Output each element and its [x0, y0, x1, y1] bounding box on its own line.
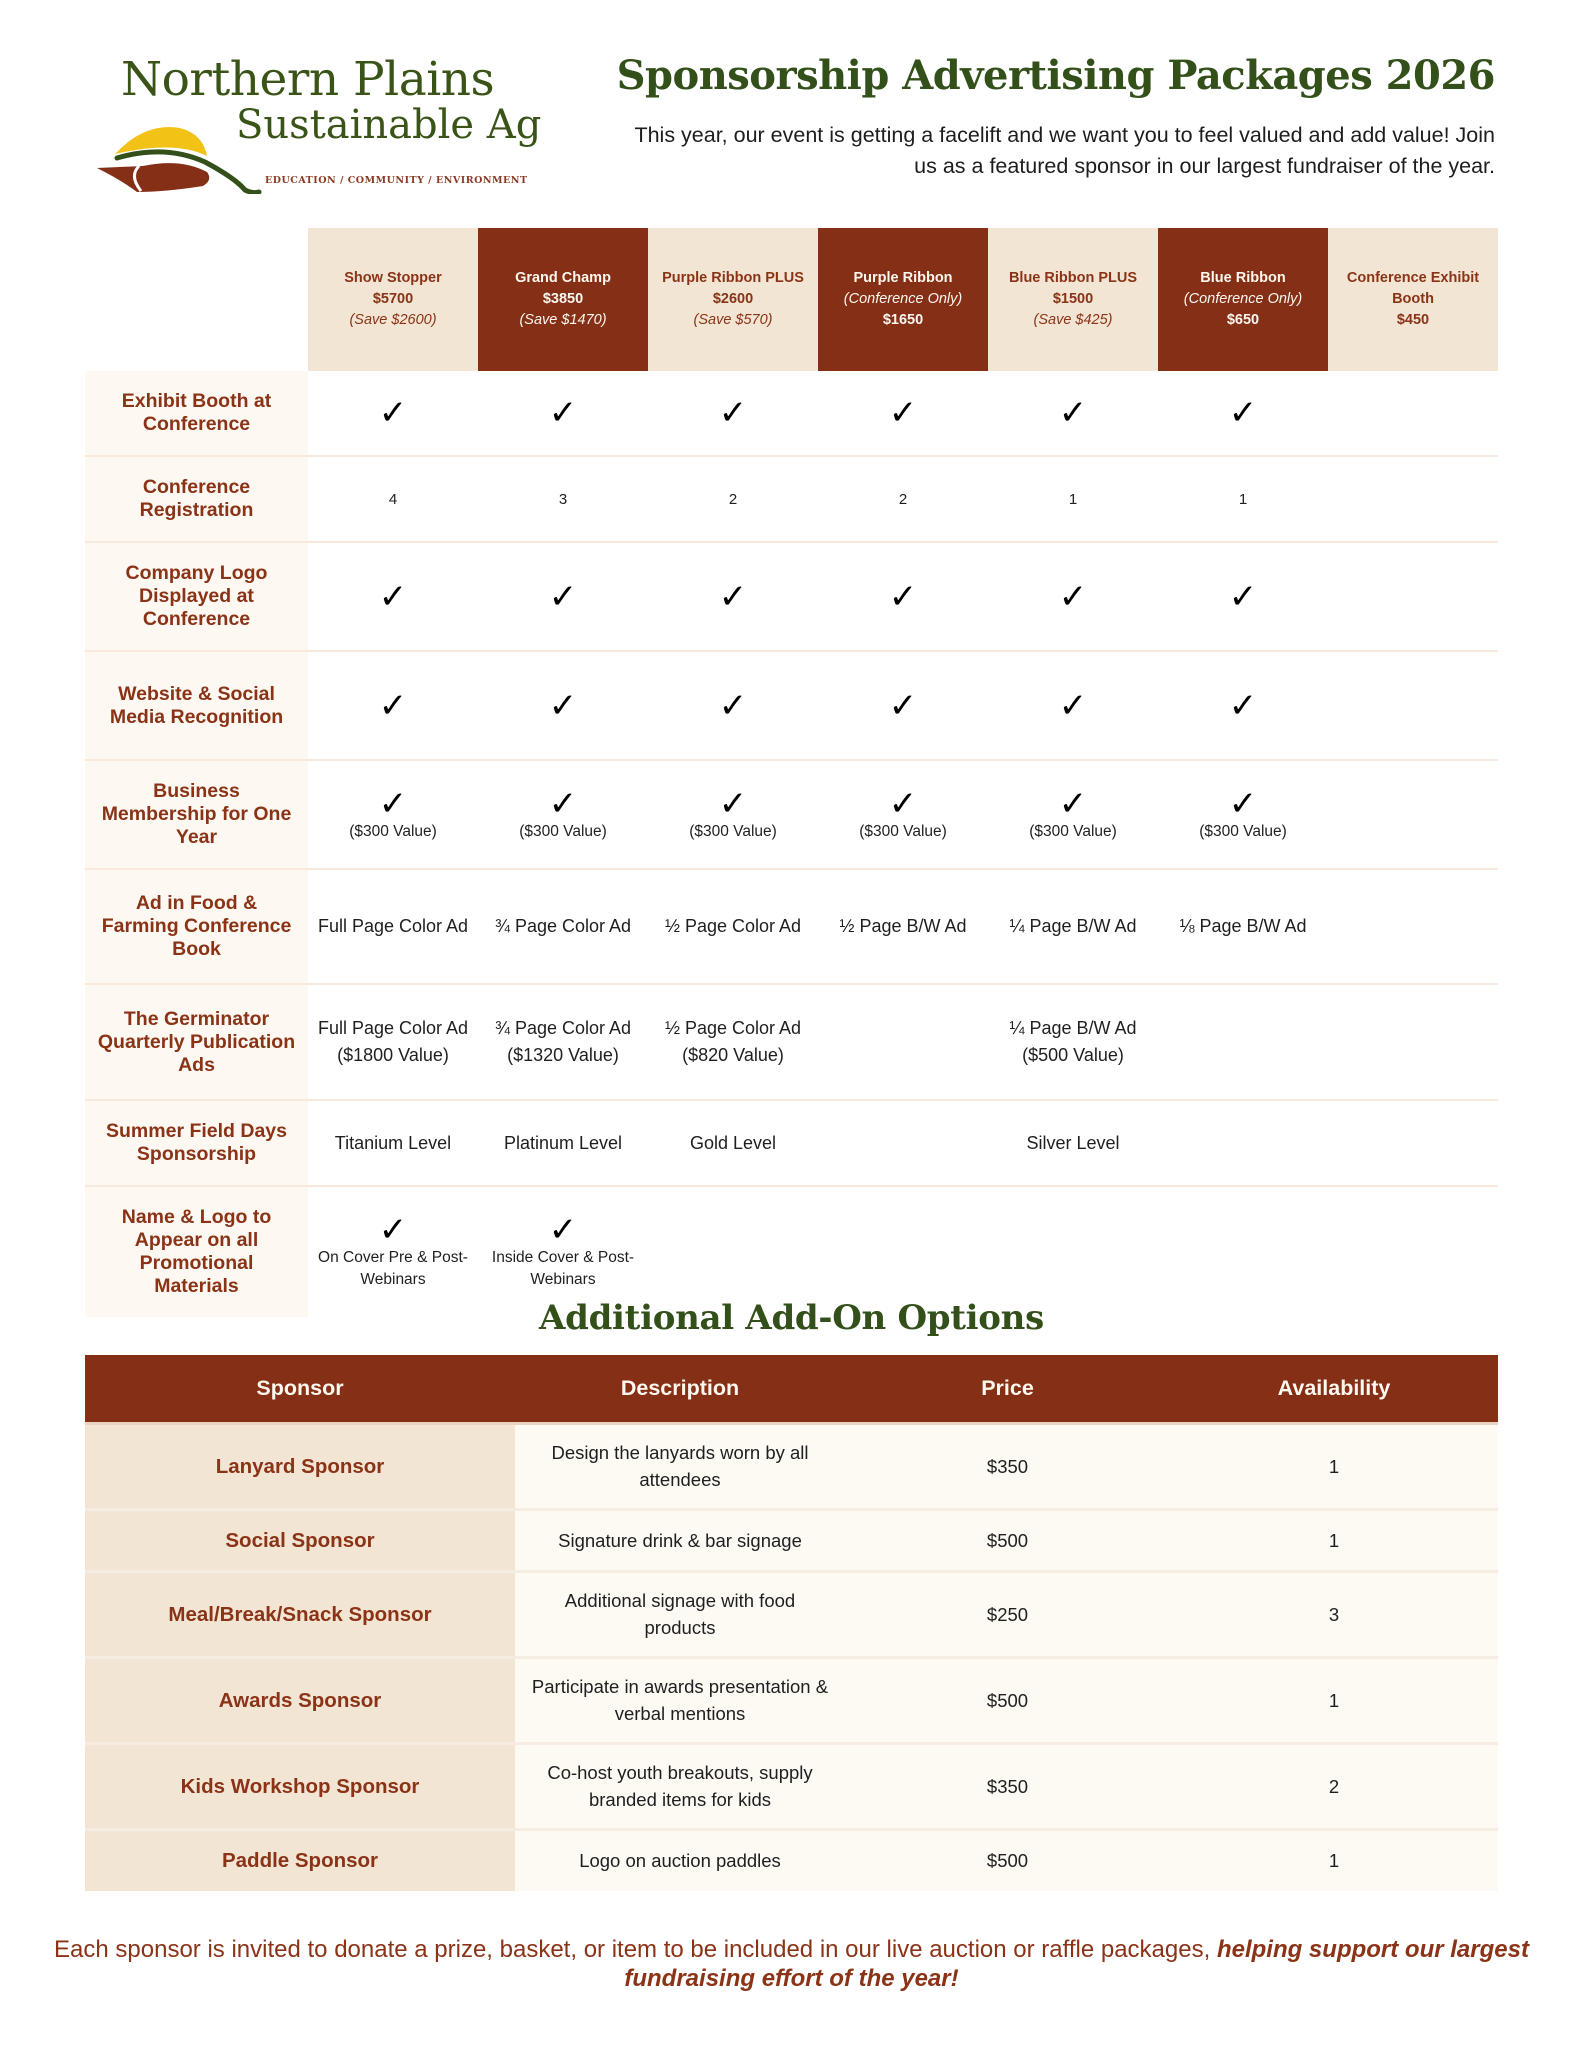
addon-price-text: $500: [986, 1689, 1029, 1711]
benefit-cell: [1328, 985, 1498, 1099]
benefit-cell: [1158, 985, 1328, 1099]
addon-sponsor: [85, 1509, 515, 1571]
addon-price: [845, 1743, 1170, 1829]
leaf-sun-logo-icon: [95, 114, 265, 194]
addon-description-text: Additional signage with food products: [564, 1590, 796, 1638]
logo-tagline: EDUCATION / COMMUNITY / ENVIRONMENT: [265, 175, 528, 186]
benefit-cell: [1158, 652, 1328, 759]
addon-sponsor-text: Awards Sponsor: [218, 1688, 382, 1712]
checkmark-icon: ✓: [1228, 393, 1258, 433]
addon-description-text: Design the lanyards worn by all attendees: [551, 1442, 809, 1490]
checkmark-icon: ✓: [718, 783, 748, 824]
checkmark-icon: ✓: [1228, 576, 1258, 617]
benefit-cell: [818, 1101, 988, 1185]
package-price: $650: [1226, 312, 1260, 328]
benefit-cell: [988, 371, 1158, 455]
package-savings: (Save $2600): [349, 312, 437, 328]
footer-note: [0, 1935, 1583, 1993]
addon-row: [85, 1657, 1498, 1743]
benefit-cell: [648, 985, 818, 1099]
checkmark-icon: ✓: [378, 1210, 408, 1250]
benefit-cell: [648, 543, 818, 650]
benefit-detail: ($300 Value): [859, 822, 947, 840]
benefit-cell: [818, 761, 988, 868]
benefit-value: ½ Page Color Ad: [664, 916, 802, 936]
package-price: $5700: [372, 291, 414, 307]
benefit-label: Name & Logo to Appear on all Promotional Materials: [85, 1187, 308, 1317]
benefit-value: 1: [1068, 490, 1078, 508]
benefit-value: 1: [1238, 490, 1248, 508]
checkmark-icon: ✓: [548, 783, 578, 824]
benefit-cell: [1328, 457, 1498, 541]
benefit-row: [85, 457, 1498, 543]
checkmark-icon: ✓: [378, 576, 408, 617]
benefit-cell: [478, 1101, 648, 1185]
benefit-value: 2: [898, 490, 908, 508]
package-price: $1650: [882, 312, 924, 328]
addon-description: [515, 1657, 845, 1743]
benefit-value: ¾ Page Color Ad ($1320 Value): [494, 1018, 632, 1065]
checkmark-icon: ✓: [378, 685, 408, 726]
addon-description: [515, 1829, 845, 1891]
benefit-label: Summer Field Days Sponsorship: [85, 1101, 308, 1185]
benefit-cell: [988, 761, 1158, 868]
addon-price: [845, 1829, 1170, 1891]
addon-sponsor-text: Lanyard Sponsor: [215, 1454, 385, 1478]
benefit-cell: [478, 985, 648, 1099]
benefit-cell: [478, 652, 648, 759]
benefit-row: [85, 543, 1498, 652]
checkmark-icon: ✓: [888, 685, 918, 726]
benefit-cell: [308, 870, 478, 983]
benefit-value: ¼ Page B/W Ad ($500 Value): [1009, 1018, 1137, 1065]
checkmark-icon: ✓: [548, 393, 578, 433]
addon-availability: [1170, 1743, 1498, 1829]
addon-price-text: $350: [986, 1775, 1029, 1797]
benefit-value: ½ Page Color Ad ($820 Value): [664, 1018, 802, 1065]
benefit-value: 2: [728, 490, 738, 508]
addon-availability: [1170, 1509, 1498, 1571]
benefit-cell: [478, 870, 648, 983]
benefit-cell: [1158, 543, 1328, 650]
package-name: Purple Ribbon PLUS: [662, 270, 804, 286]
addon-availability-text: 1: [1328, 1529, 1340, 1551]
addon-sponsor-text: Meal/Break/Snack Sponsor: [168, 1602, 432, 1626]
benefit-detail: ($300 Value): [519, 822, 607, 840]
addon-row: [85, 1743, 1498, 1829]
benefit-value: 3: [558, 490, 568, 508]
package-price: $450: [1396, 312, 1430, 328]
addon-availability-text: 1: [1328, 1455, 1340, 1477]
benefit-cell: [1328, 1101, 1498, 1185]
package-savings: (Save $570): [693, 312, 773, 328]
benefit-cell: [1158, 457, 1328, 541]
benefit-value: Full Page Color Ad: [317, 916, 469, 936]
leaf-shape: [97, 163, 209, 192]
benefit-cell: [988, 652, 1158, 759]
footer-note-emphasis: helping support our largest fundraising effort of the year!: [624, 1936, 1529, 1992]
checkmark-icon: ✓: [1058, 576, 1088, 617]
benefit-cell: [818, 543, 988, 650]
addon-availability-text: 3: [1328, 1603, 1340, 1625]
page-title: Sponsorship Advertising Packages 2026: [616, 52, 1495, 99]
addon-sponsor-text: Social Sponsor: [225, 1528, 375, 1552]
addon-availability-text: 1: [1328, 1689, 1340, 1711]
benefit-value: Silver Level: [1026, 1132, 1120, 1153]
addons-header-row: [85, 1355, 1498, 1423]
addon-price-text: $500: [986, 1529, 1029, 1551]
header-corner: [85, 228, 308, 371]
benefit-label: Conference Registration: [85, 457, 308, 541]
benefit-detail: Inside Cover & Post-Webinars: [491, 1249, 635, 1288]
footer-note-text: Each sponsor is invited to donate a prize, basket, or item to be included in our live auction or raffle packages,: [54, 1936, 1211, 1963]
package-header: [478, 228, 648, 371]
addon-availability: [1170, 1423, 1498, 1509]
addons-table: [85, 1355, 1498, 1891]
checkmark-icon: ✓: [548, 576, 578, 617]
benefit-cell: [478, 371, 648, 455]
benefit-cell: [648, 1101, 818, 1185]
addon-row: [85, 1829, 1498, 1891]
addon-row: [85, 1509, 1498, 1571]
benefit-cell: [648, 457, 818, 541]
addon-description: [515, 1509, 845, 1571]
benefit-cell: [818, 985, 988, 1099]
addon-sponsor-text: Paddle Sponsor: [221, 1849, 379, 1873]
package-header: [648, 228, 818, 371]
addon-availability: [1170, 1571, 1498, 1657]
benefit-cell: [818, 371, 988, 455]
addon-sponsor: [85, 1423, 515, 1509]
package-name: Purple Ribbon: [853, 270, 953, 286]
benefit-cell: [818, 457, 988, 541]
benefit-cell: [308, 985, 478, 1099]
logo-name-line-1: Northern Plains: [121, 52, 495, 107]
addon-availability: [1170, 1657, 1498, 1743]
benefit-row: [85, 985, 1498, 1101]
addon-description-text: Co-host youth breakouts, supply branded items for kids: [547, 1762, 813, 1810]
checkmark-icon: ✓: [1058, 685, 1088, 726]
benefit-row: [85, 761, 1498, 870]
benefit-cell: [1328, 870, 1498, 983]
benefit-label: The Germinator Quarterly Publication Ads: [85, 985, 308, 1099]
package-header: [308, 228, 478, 371]
benefit-cell: [478, 457, 648, 541]
addon-price-text: $250: [986, 1603, 1029, 1625]
package-price: $2600: [712, 291, 754, 307]
benefit-cell: [1158, 870, 1328, 983]
addon-sponsor: [85, 1657, 515, 1743]
benefit-cell: [648, 652, 818, 759]
benefit-cell: [648, 371, 818, 455]
checkmark-icon: ✓: [1058, 393, 1088, 433]
addon-price: [845, 1509, 1170, 1571]
checkmark-icon: ✓: [888, 576, 918, 617]
column-header-price: Price: [845, 1355, 1170, 1423]
benefit-label: Website & Social Media Recognition: [85, 652, 308, 759]
benefit-label: Exhibit Booth at Conference: [85, 371, 308, 455]
benefit-row: [85, 652, 1498, 761]
checkmark-icon: ✓: [548, 1210, 578, 1250]
benefit-row: [85, 870, 1498, 985]
package-name: Blue Ribbon PLUS: [1008, 270, 1138, 286]
benefit-cell: [478, 543, 648, 650]
package-price: $3850: [542, 291, 584, 307]
benefit-cell: [308, 652, 478, 759]
package-comparison-grid: [85, 228, 1498, 1317]
benefit-detail: On Cover Pre & Post-Webinars: [318, 1249, 468, 1288]
addon-sponsor: [85, 1829, 515, 1891]
benefit-value: ¾ Page Color Ad: [494, 916, 632, 936]
checkmark-icon: ✓: [1228, 783, 1258, 824]
checkmark-icon: ✓: [1228, 685, 1258, 726]
benefit-value: 4: [388, 490, 398, 508]
benefit-label: Business Membership for One Year: [85, 761, 308, 868]
addon-description-text: Signature drink & bar signage: [558, 1529, 802, 1551]
addon-availability: [1170, 1829, 1498, 1891]
benefit-cell: [988, 543, 1158, 650]
checkmark-icon: ✓: [718, 393, 748, 433]
benefit-label: Company Logo Displayed at Conference: [85, 543, 308, 650]
addons-title: Additional Add-On Options: [539, 1298, 1044, 1338]
benefit-value: ½ Page B/W Ad: [839, 916, 967, 936]
benefit-cell: [988, 985, 1158, 1099]
addon-price: [845, 1423, 1170, 1509]
package-header: [818, 228, 988, 371]
benefit-cell: [648, 761, 818, 868]
addon-description-text: Participate in awards presentation & verbal mentions: [531, 1676, 829, 1724]
checkmark-icon: ✓: [888, 783, 918, 824]
addon-price: [845, 1657, 1170, 1743]
logo-name-line-2: Sustainable Ag: [236, 102, 542, 148]
benefit-detail: ($300 Value): [689, 822, 777, 840]
benefit-cell: [308, 457, 478, 541]
benefit-cell: [988, 457, 1158, 541]
package-header-row: [85, 228, 1498, 371]
benefit-cell: [1328, 652, 1498, 759]
checkmark-icon: ✓: [1058, 783, 1088, 824]
benefit-value: Full Page Color Ad ($1800 Value): [317, 1018, 469, 1065]
benefit-value: Platinum Level: [503, 1132, 623, 1153]
addon-description: [515, 1423, 845, 1509]
package-price: $1500: [1052, 291, 1094, 307]
benefit-row: [85, 371, 1498, 457]
package-note: (Conference Only): [1183, 291, 1303, 307]
benefit-cell: [308, 1101, 478, 1185]
benefit-cell: [308, 543, 478, 650]
organization-logo: [95, 52, 542, 192]
checkmark-icon: ✓: [888, 393, 918, 433]
benefit-detail: ($300 Value): [349, 822, 437, 840]
addon-row: [85, 1571, 1498, 1657]
benefit-cell: [818, 652, 988, 759]
benefit-cell: [988, 1101, 1158, 1185]
addon-description: [515, 1743, 845, 1829]
package-savings: (Save $1470): [519, 312, 607, 328]
addon-price-text: $500: [986, 1850, 1029, 1872]
addon-availability-text: 1: [1328, 1850, 1340, 1872]
addon-availability-text: 2: [1328, 1775, 1340, 1797]
column-header-availability: Availability: [1170, 1355, 1498, 1423]
package-name: Show Stopper: [344, 270, 442, 286]
benefit-cell: [1158, 1101, 1328, 1185]
benefit-cell: [988, 870, 1158, 983]
addon-row: [85, 1423, 1498, 1509]
package-header: [1328, 228, 1498, 371]
checkmark-icon: ✓: [718, 576, 748, 617]
benefit-value: ¼ Page B/W Ad: [1009, 916, 1137, 936]
benefit-label: Ad in Food & Farming Conference Book: [85, 870, 308, 983]
package-header: [988, 228, 1158, 371]
benefit-row: [85, 1101, 1498, 1187]
checkmark-icon: ✓: [378, 393, 408, 433]
package-name: Blue Ribbon: [1200, 270, 1286, 286]
package-note: (Conference Only): [843, 291, 963, 307]
benefit-value: ⅛ Page B/W Ad: [1179, 916, 1307, 936]
addon-price-text: $350: [986, 1455, 1029, 1477]
package-name: Grand Champ: [515, 270, 611, 286]
addon-sponsor: [85, 1743, 515, 1829]
checkmark-icon: ✓: [548, 685, 578, 726]
package-header: [1158, 228, 1328, 371]
page-intro: This year, our event is getting a facelift and we want you to feel valued and add value! Join us as a featured sponsor in our largest fundraiser of the year.: [634, 123, 1495, 178]
benefit-cell: [1328, 761, 1498, 868]
benefit-cell: [1328, 371, 1498, 455]
benefit-detail: ($300 Value): [1029, 822, 1117, 840]
addon-sponsor-text: Kids Workshop Sponsor: [180, 1774, 420, 1798]
benefit-value: Gold Level: [689, 1132, 777, 1153]
benefit-detail: ($300 Value): [1199, 822, 1287, 840]
benefit-cell: [308, 371, 478, 455]
package-name: Conference Exhibit Booth: [1346, 270, 1480, 307]
benefit-value: Titanium Level: [334, 1132, 452, 1153]
benefit-cell: [818, 870, 988, 983]
benefit-cell: [1328, 543, 1498, 650]
benefit-cell: [308, 761, 478, 868]
benefit-cell: [478, 761, 648, 868]
checkmark-icon: ✓: [378, 783, 408, 824]
package-savings: (Save $425): [1033, 312, 1113, 328]
benefit-cell: [1158, 371, 1328, 455]
checkmark-icon: ✓: [718, 685, 748, 726]
addon-sponsor: [85, 1571, 515, 1657]
benefit-cell: [648, 870, 818, 983]
addon-price: [845, 1571, 1170, 1657]
addon-description-text: Logo on auction paddles: [579, 1850, 781, 1872]
benefit-cell: [1158, 761, 1328, 868]
addon-description: [515, 1571, 845, 1657]
column-header-description: Description: [515, 1355, 845, 1423]
column-header-sponsor: Sponsor: [85, 1355, 515, 1423]
